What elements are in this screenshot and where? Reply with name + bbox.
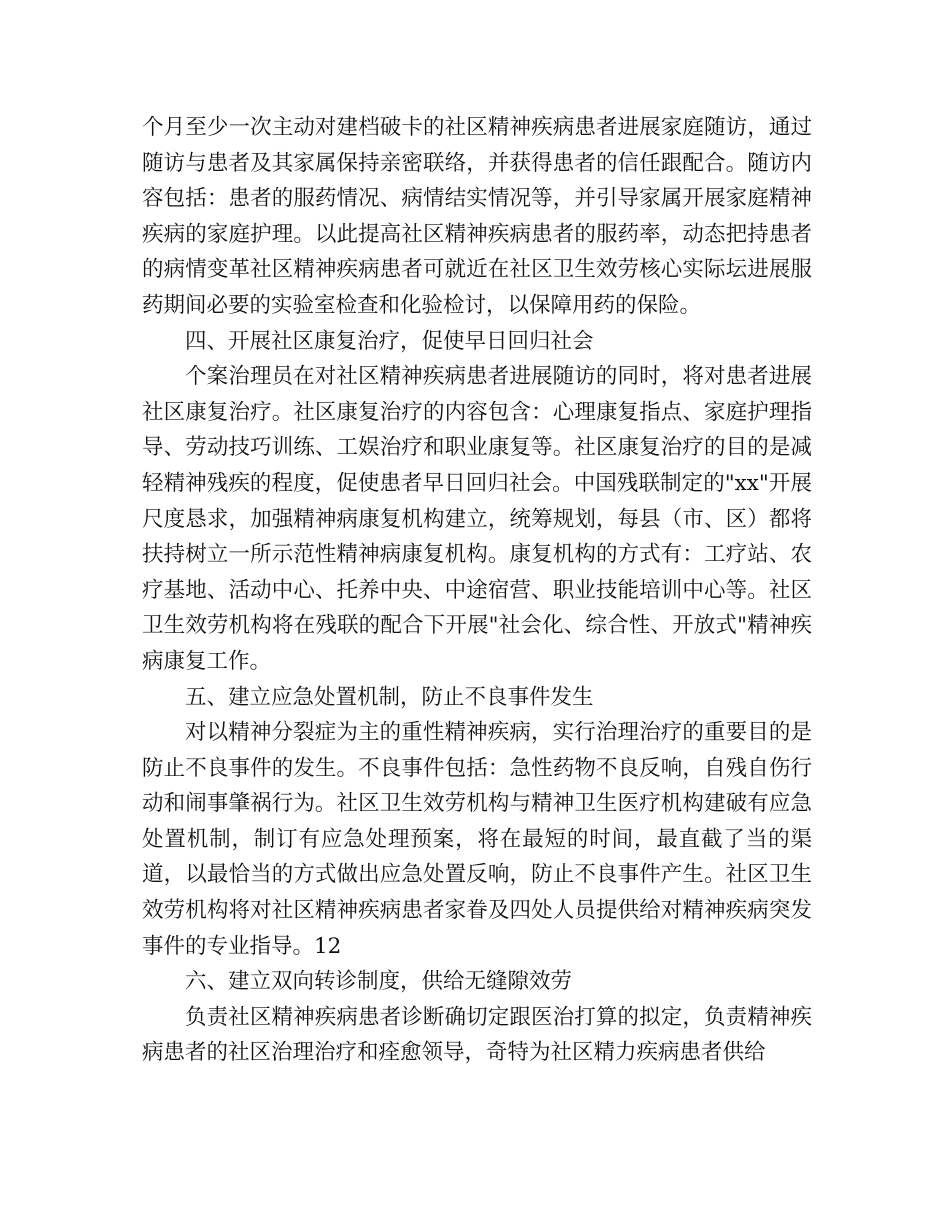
paragraph-rehabilitation: 个案治理员在对社区精神疾病患者进展随访的同时，将对患者进展社区康复治疗。社区康复治疗的内容包含：心理康复指点、家庭护理指导、劳动技巧训练、工娱治疗和职业康复等。社区康复治疗的目的是减轻精神残疾的程度，促使患者早日回归社会。中国残联制定的"xx"开展尺度恳求，加强精神病康复机构建立，统筹规划，每县（市、区）都将扶持树立一所示范性精神病康复机构。康复机构的方式有：工疗站、农疗基地、活动中心、托养中央、中途宿营、职业技能培训中心等。社区卫生效劳机构将在残联的配合下开展"社会化、综合性、开放式"精神疾病康复工作。	[142, 364, 812, 674]
heading-section-4: 四、开展社区康复治疗，促使早日回归社会	[185, 328, 594, 354]
paragraph-referral: 负责社区精神疾病患者诊断确切定跟医治打算的拟定，负责精神疾病患者的社区治理治疗和痊愈领导，奇特为社区精力疾病患者供给	[142, 1004, 812, 1066]
heading-section-5: 五、建立应急处置机制，防止不良事件发生	[185, 684, 594, 710]
paragraph-home-visits: 个月至少一次主动对建档破卡的社区精神疾病患者进展家庭随访，通过随访与患者及其家属保持亲密联络，并获得患者的信任跟配合。随访内容包括：患者的服药情况、病情结实情况等，并引导家属开展家庭精神疾病的家庭护理。以此提高社区精神疾病患者的服药率，动态把持患者的病情变革社区精神疾病患者可就近在社区卫生效劳核心实际坛进展服药期间必要的实验室检查和化验检讨，以保障用药的保险。	[142, 115, 812, 318]
paragraph-emergency: 对以精神分裂症为主的重性精神疾病，实行治理治疗的重要目的是防止不良事件的发生。不良事件包括：急性药物不良反响，自残自伤行动和闹事肇祸行为。社区卫生效劳机构与精神卫生医疗机构建破有应急处置机制，制订有应急处理预案，将在最短的时间，最直截了当的渠道，以最恰当的方式做出应急处置反响，防止不良事件产生。社区卫生效劳机构将对社区精神疾病患者家眷及四处人员提供给对精神疾病突发事件的专业指导。12	[142, 720, 812, 959]
heading-section-6: 六、建立双向转诊制度，供给无缝隙效劳	[185, 969, 573, 995]
document-body	[142, 110, 812, 1071]
